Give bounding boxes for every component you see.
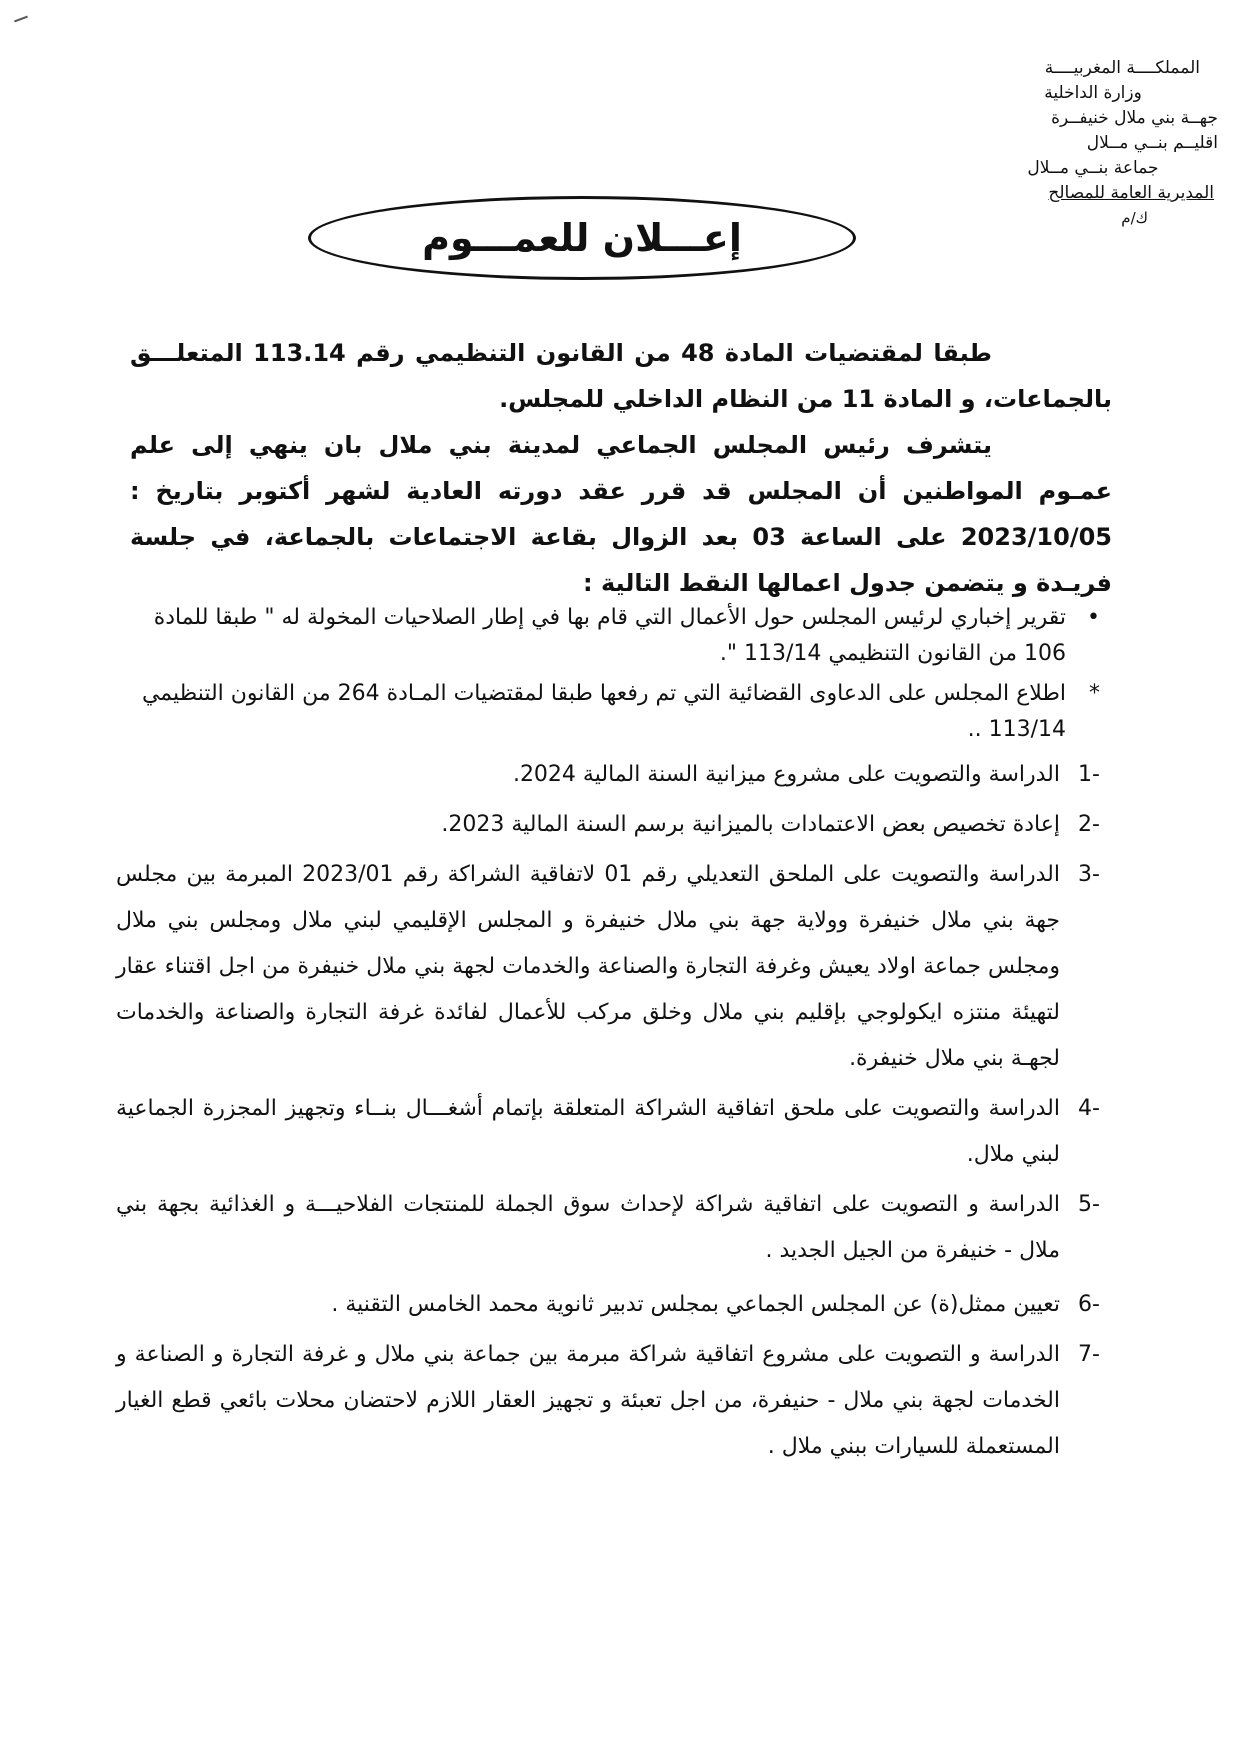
agenda-item-number: -1 [1078, 762, 1100, 787]
agenda-item [116, 802, 1100, 848]
agenda-item-number: -7 [1078, 1342, 1100, 1367]
agenda-item-text: الدراسة والتصويت على الملحق التعديلي رقم 01 لاتفاقية الشراكة رقم 2023/01 المبرمة بين مجلس جهة بني ملال خنيفرة وولاية جهة بني ملال خنيفرة و المجلس الإقليمي لبني ملال ومجلس بني ملال ومجلس جماعة اولاد يعيش وغرفة التجارة والصناعة والخدمات لجهة بني ملال خنيفرة من اجل اقتناء عقار لتهيئة منتزه ايكولوجي بإقليم بني ملال وخلق مركب للأعمال لفائدة غرفة التجارة والصناعة والخدمات لجهـة بني ملال خنيفرة. [116, 862, 1060, 1071]
agenda-item [116, 1332, 1100, 1470]
intro-section [130, 330, 1112, 606]
announcement-body [130, 330, 1112, 606]
bullet-icon: • [1087, 605, 1100, 630]
province-line: اقليــم بنــي مــلال [1086, 133, 1218, 153]
region-line: جهــة بني ملال خنيفــرة [1051, 108, 1218, 128]
agenda-bullet [116, 676, 1100, 748]
agenda-item-number: -3 [1078, 862, 1100, 887]
page-title: إعـــلان للعمـــوم [422, 216, 742, 260]
agenda-item-text: الدراسة والتصويت على ملحق اتفاقية الشراكة المتعلقة بإتمام أشغـــال بنــاء وتجهيز المجزرة الجماعية لبني ملال. [116, 1096, 1060, 1167]
agenda-item [116, 1182, 1100, 1274]
agenda-item-text: إعادة تخصيص بعض الاعتمادات بالميزانية برسم السنة المالية 2023. [441, 812, 1060, 837]
ministry-line: وزارة الداخلية [1044, 83, 1142, 103]
agenda-item-text: الدراسة و التصويت على مشروع اتفاقية شراكة مبرمة بين جماعة بني ملال و غرفة التجارة و الصناعة و الخدمات لجهة بني ملال - حنيفرة، من اجل تعبئة و تجهيز العقار اللازم لاحتضان محلات بائعي قطع الغيار المستعملة للسيارات ببني ملال . [116, 1342, 1060, 1459]
asterisk-icon: * [1089, 681, 1100, 706]
agenda-bullet-text: اطلاع المجلس على الدعاوى القضائية التي تم رفعها طبقا لمقتضيات المـادة 264 من القانون التنظيمي 113/14 .. [141, 681, 1066, 742]
agenda-item [116, 1282, 1100, 1328]
authority-header [968, 56, 1218, 231]
agenda-item-number: -2 [1078, 812, 1100, 837]
intro-paragraph-session: يتشرف رئيس المجلس الجماعي لمدينة بني ملال بان ينهي إلى علم عمـوم المواطنين أن المجلس قد قرر عقد دورته العادية لشهر أكتوبر بتاريخ : 2023/10/05 على الساعة 03 بعد الزوال بقاعة الاجتماعات بالجماعة، في جلسة فريـدة و يتضمن جدول اعمالها النقط التالية : [130, 431, 1112, 597]
intro-paragraph-legal-basis: طبقا لمقتضيات المادة 48 من القانون التنظيمي رقم 113.14 المتعلـــق بالجماعات، و المادة 11 من النظام الداخلي للمجلس. [130, 339, 1112, 413]
agenda-bullet [116, 600, 1100, 672]
agenda-item-number: -5 [1078, 1192, 1100, 1217]
agenda-item-text: الدراسة والتصويت على مشروع ميزانية السنة المالية 2024. [512, 762, 1060, 787]
title-oval [308, 196, 856, 280]
agenda-item-number: -6 [1078, 1292, 1100, 1317]
kingdom-line: المملكــــة المغربيــــة [1044, 58, 1200, 78]
agenda-item [116, 852, 1100, 1082]
commune-line: جماعة بنــي مــلال [1027, 158, 1159, 178]
directorate-line: المديرية العامة للمصالح [1048, 183, 1214, 203]
agenda-item-number: -4 [1078, 1096, 1100, 1121]
agenda-item [116, 1086, 1100, 1178]
scan-mark [14, 16, 28, 23]
agenda-bullet-text: تقرير إخباري لرئيس المجلس حول الأعمال التي قام بها في إطار الصلاحيات المخولة له " طبقا للمادة 106 من القانون التنظيمي 113/14 ". [153, 605, 1066, 666]
agenda-item [116, 752, 1100, 798]
agenda-item-text: تعيين ممثل(ة) عن المجلس الجماعي بمجلس تدبير ثانوية محمد الخامس التقنية . [331, 1292, 1060, 1317]
agenda-list [116, 600, 1100, 1470]
reference-line: ك/م [1121, 209, 1148, 227]
agenda-item-text: الدراسة و التصويت على اتفاقية شراكة لإحداث سوق الجملة للمنتجات الفلاحيـــة و الغذائية بجهة بني ملال - خنيفرة من الجيل الجديد . [116, 1192, 1060, 1263]
